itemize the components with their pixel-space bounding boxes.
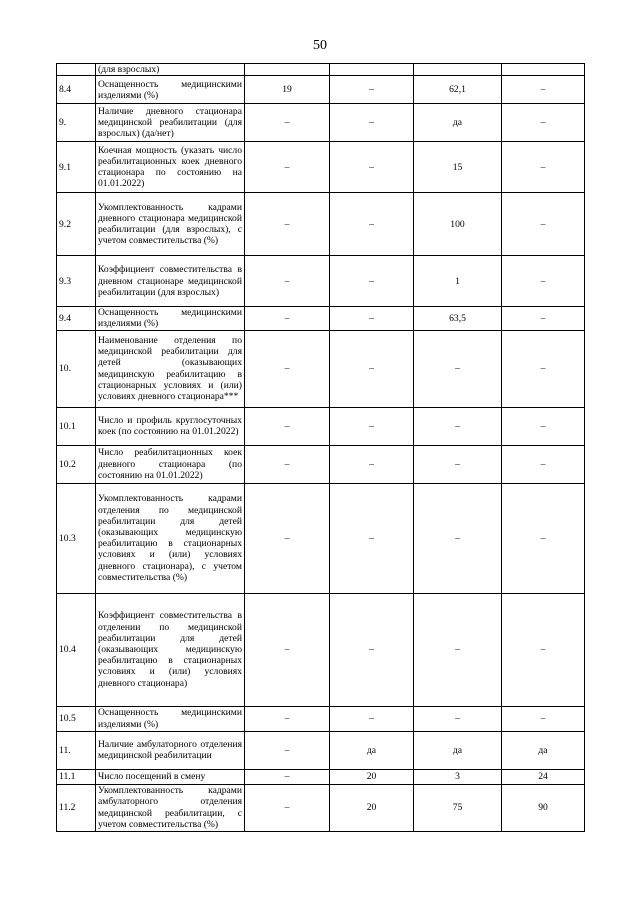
- row-number: 10.5: [57, 706, 96, 731]
- value-cell-3: да: [414, 731, 502, 769]
- page-number: 50: [313, 38, 327, 53]
- row-number: 11.1: [57, 769, 96, 784]
- indicator-name: Оснащенность медицинскими изделиями (%): [96, 706, 245, 731]
- value-cell-3: [414, 64, 502, 76]
- value-cell-4: –: [502, 256, 585, 307]
- row-number: 10.1: [57, 407, 96, 445]
- value-cell-1: –: [245, 784, 330, 831]
- value-cell-2: –: [330, 706, 414, 731]
- value-cell-1: –: [245, 142, 330, 193]
- row-number: 11.: [57, 731, 96, 769]
- row-number: 10.3: [57, 483, 96, 593]
- value-cell-1: –: [245, 307, 330, 330]
- table-row: [57, 731, 585, 769]
- table-row: [57, 76, 585, 104]
- value-cell-4: –: [502, 307, 585, 330]
- row-number: 9.2: [57, 193, 96, 256]
- value-cell-2: –: [330, 307, 414, 330]
- value-cell-2: –: [330, 104, 414, 142]
- indicator-name: Наличие дневного стационара медицинской реабилитации (для взрослых) (да/нет): [96, 104, 245, 142]
- table-row: [57, 593, 585, 706]
- table-row: [57, 706, 585, 731]
- value-cell-4: –: [502, 104, 585, 142]
- indicator-name: Коечная мощность (указать число реабилитационных коек дневного стационара по состоянию на 01.01.2022): [96, 142, 245, 193]
- row-number: 9.1: [57, 142, 96, 193]
- value-cell-3: –: [414, 330, 502, 407]
- indicator-name: Укомплектованность кадрами дневного стационара медицинской реабилитации (для взрослых), с учетом совместительства (%): [96, 193, 245, 256]
- table-row: [57, 193, 585, 256]
- value-cell-4: –: [502, 483, 585, 593]
- row-number: 9.3: [57, 256, 96, 307]
- table-row: [57, 483, 585, 593]
- row-number: 11.2: [57, 784, 96, 831]
- value-cell-1: –: [245, 483, 330, 593]
- value-cell-3: 75: [414, 784, 502, 831]
- row-number: 10.: [57, 330, 96, 407]
- value-cell-3: 3: [414, 769, 502, 784]
- value-cell-3: 1: [414, 256, 502, 307]
- value-cell-2: –: [330, 483, 414, 593]
- value-cell-3: –: [414, 445, 502, 483]
- value-cell-2: –: [330, 593, 414, 706]
- row-number: 9.4: [57, 307, 96, 330]
- value-cell-2: –: [330, 445, 414, 483]
- table-row: [57, 307, 585, 330]
- row-number: 9.: [57, 104, 96, 142]
- value-cell-2: –: [330, 256, 414, 307]
- indicator-name: Число реабилитационных коек дневного стационара (по состоянию на 01.01.2022): [96, 445, 245, 483]
- value-cell-4: да: [502, 731, 585, 769]
- row-number: [57, 64, 96, 76]
- indicator-name: Число посещений в смену: [96, 769, 245, 784]
- table-row: [57, 784, 585, 831]
- value-cell-4: –: [502, 142, 585, 193]
- value-cell-2: –: [330, 407, 414, 445]
- row-number: 10.2: [57, 445, 96, 483]
- rehabilitation-indicators-table: [56, 63, 585, 832]
- value-cell-1: –: [245, 256, 330, 307]
- table-row: [57, 142, 585, 193]
- value-cell-2: –: [330, 76, 414, 104]
- value-cell-4: –: [502, 76, 585, 104]
- value-cell-2: 20: [330, 769, 414, 784]
- value-cell-4: –: [502, 445, 585, 483]
- value-cell-1: 19: [245, 76, 330, 104]
- value-cell-2: 20: [330, 784, 414, 831]
- value-cell-3: –: [414, 706, 502, 731]
- value-cell-4: [502, 64, 585, 76]
- value-cell-1: [245, 64, 330, 76]
- value-cell-3: –: [414, 483, 502, 593]
- table-row: [57, 330, 585, 407]
- value-cell-1: –: [245, 706, 330, 731]
- value-cell-4: –: [502, 330, 585, 407]
- indicator-name: Укомплектованность кадрами амбулаторного отделения медицинской реабилитации, с учетом совместительства (%): [96, 784, 245, 831]
- value-cell-2: –: [330, 330, 414, 407]
- table-row: [57, 256, 585, 307]
- value-cell-4: –: [502, 593, 585, 706]
- indicator-name: (для взрослых): [96, 64, 245, 76]
- value-cell-3: 62,1: [414, 76, 502, 104]
- value-cell-4: –: [502, 706, 585, 731]
- indicator-name: Коэффициент совместительства в отделении по медицинской реабилитации для детей (оказывающих медицинскую реабилитацию в стационарных условиях и (или) условиях дневного стационара): [96, 593, 245, 706]
- value-cell-4: 90: [502, 784, 585, 831]
- table-row: [57, 104, 585, 142]
- value-cell-3: 15: [414, 142, 502, 193]
- value-cell-2: –: [330, 142, 414, 193]
- indicator-name: Оснащенность медицинскими изделиями (%): [96, 307, 245, 330]
- value-cell-4: –: [502, 407, 585, 445]
- value-cell-3: 100: [414, 193, 502, 256]
- value-cell-2: –: [330, 193, 414, 256]
- indicator-name: Число и профиль круглосуточных коек (по состоянию на 01.01.2022): [96, 407, 245, 445]
- row-number: 8.4: [57, 76, 96, 104]
- value-cell-1: –: [245, 731, 330, 769]
- value-cell-3: –: [414, 407, 502, 445]
- indicator-name: Коэффициент совместительства в дневном стационаре медицинской реабилитации (для взрослых): [96, 256, 245, 307]
- indicator-name: Наличие амбулаторного отделения медицинской реабилитации: [96, 731, 245, 769]
- value-cell-3: –: [414, 593, 502, 706]
- value-cell-3: 63,5: [414, 307, 502, 330]
- indicator-name: Оснащенность медицинскими изделиями (%): [96, 76, 245, 104]
- table-row: [57, 64, 585, 76]
- value-cell-1: –: [245, 407, 330, 445]
- table-row: [57, 769, 585, 784]
- value-cell-1: –: [245, 593, 330, 706]
- value-cell-2: [330, 64, 414, 76]
- value-cell-4: 24: [502, 769, 585, 784]
- value-cell-1: –: [245, 193, 330, 256]
- table-row: [57, 407, 585, 445]
- value-cell-3: да: [414, 104, 502, 142]
- value-cell-4: –: [502, 193, 585, 256]
- table-row: [57, 445, 585, 483]
- indicator-name: Укомплектованность кадрами отделения по медицинской реабилитации для детей (оказывающих медицинскую реабилитацию в стационарных условиях и (или) условиях дневного стационара), с учетом совместительства (%): [96, 483, 245, 593]
- indicator-name: Наименование отделения по медицинской реабилитации для детей (оказывающих медицинскую реабилитацию в стационарных условиях и (или) условиях дневного стационара***: [96, 330, 245, 407]
- value-cell-1: –: [245, 769, 330, 784]
- row-number: 10.4: [57, 593, 96, 706]
- value-cell-2: да: [330, 731, 414, 769]
- value-cell-1: –: [245, 104, 330, 142]
- value-cell-1: –: [245, 445, 330, 483]
- value-cell-1: –: [245, 330, 330, 407]
